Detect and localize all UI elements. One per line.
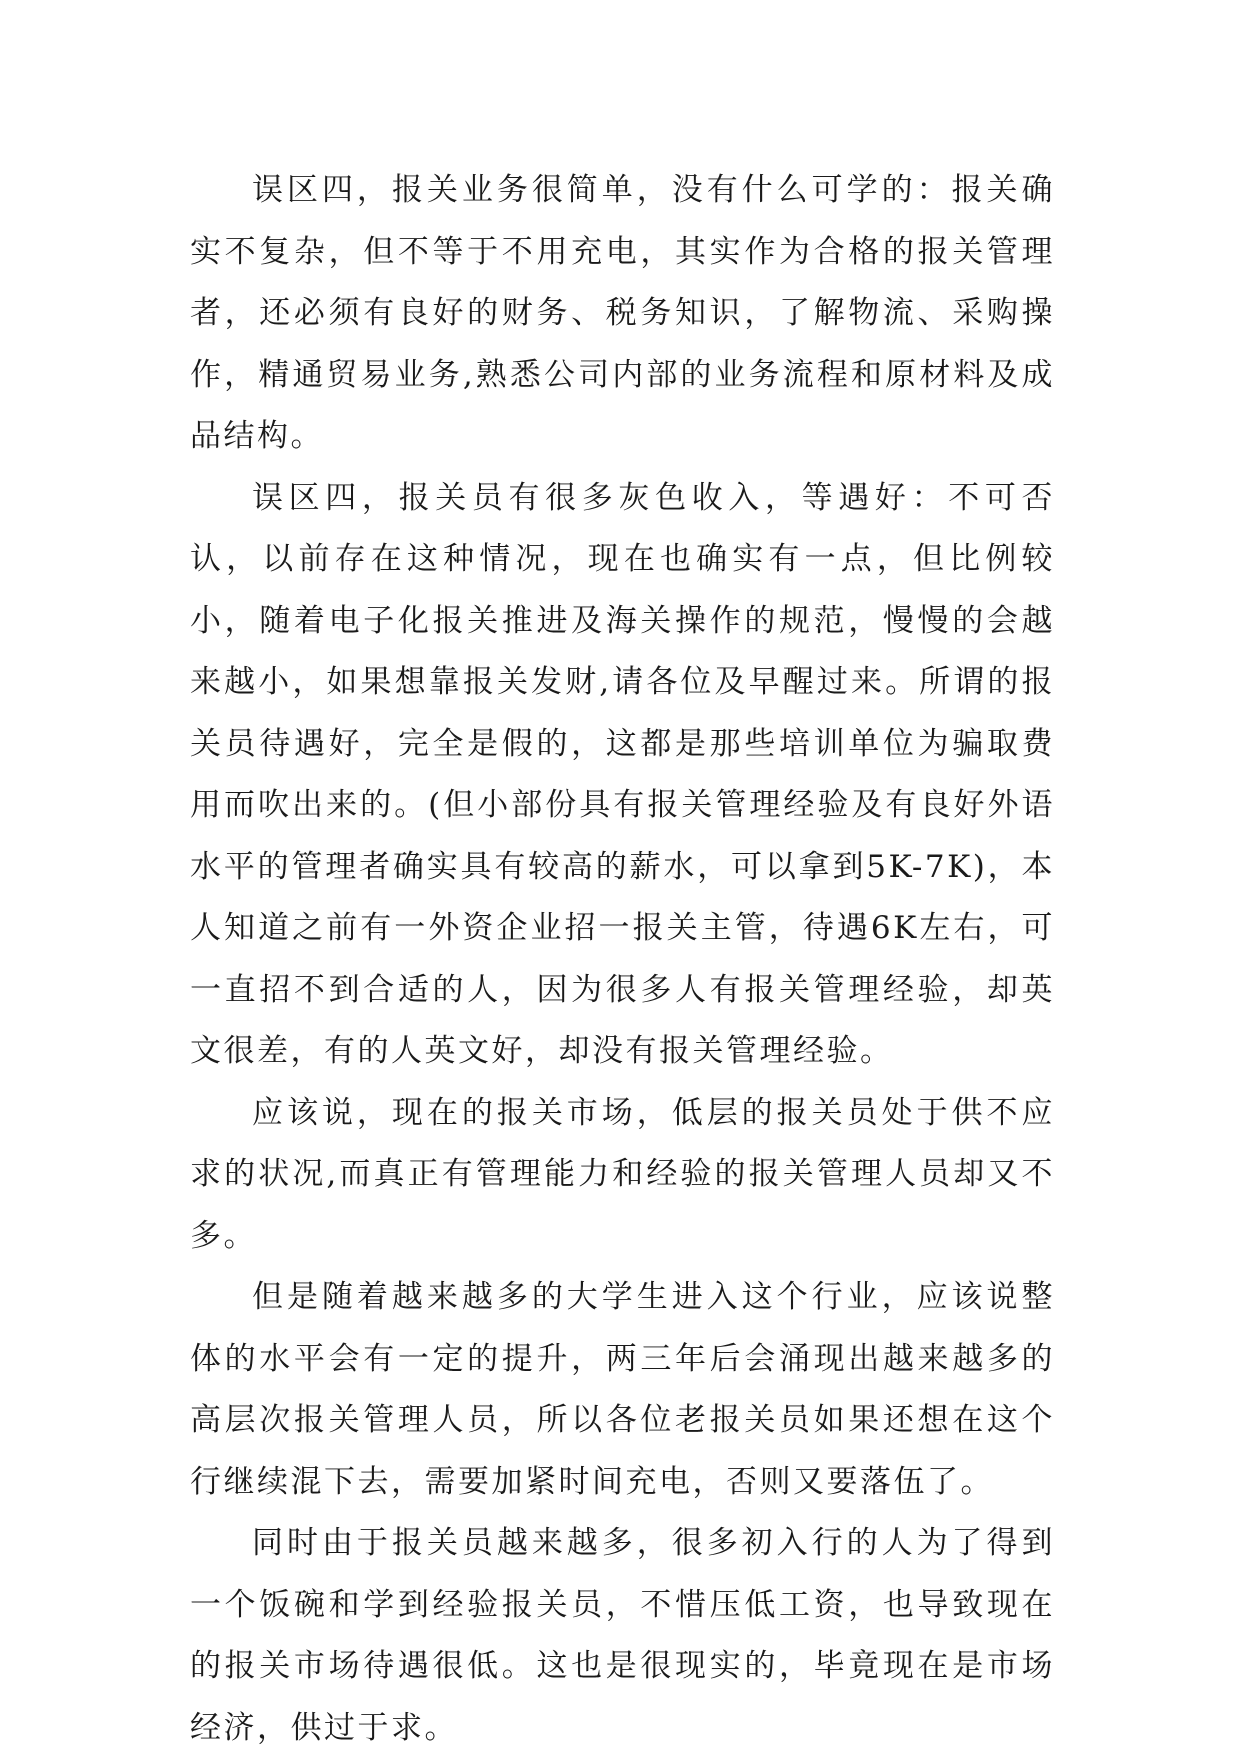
document-body (190, 160, 1055, 1759)
paragraph-1: 误区四，报关业务很简单，没有什么可学的：报关确实不复杂，但不等于不用充电，其实作为合格的报关管理者，还必须有良好的财务、税务知识，了解物流、采购操作，精通贸易业务,熟悉公司内部的业务流程和原材料及成品结构。 (190, 172, 1055, 454)
paragraph-3: 应该说，现在的报关市场，低层的报关员处于供不应求的状况,而真正有管理能力和经验的报关管理人员却又不多。 (190, 1094, 1055, 1254)
paragraph-2: 误区四，报关员有很多灰色收入，等遇好：不可否认，以前存在这种情况，现在也确实有一点，但比例较小，随着电子化报关推进及海关操作的规范，慢慢的会越来越小，如果想靠报关发财,请各位及早醒过来。所谓的报关员待遇好，完全是假的，这都是那些培训单位为骗取费用而吹出来的。(但小部份具有报关管理经验及有良好外语水平的管理者确实具有较高的薪水，可以拿到5K-7K)，本人知道之前有一外资企业招一报关主管，待遇6K左右，可一直招不到合适的人，因为很多人有报关管理经验，却英文很差，有的人英文好，却没有报关管理经验。 (190, 479, 1055, 1069)
paragraph-5: 同时由于报关员越来越多，很多初入行的人为了得到一个饭碗和学到经验报关员，不惜压低工资，也导致现在的报关市场待遇很低。这也是很现实的，毕竟现在是市场经济，供过于求。 (190, 1525, 1055, 1746)
paragraph-4: 但是随着越来越多的大学生进入这个行业，应该说整体的水平会有一定的提升，两三年后会涌现出越来越多的高层次报关管理人员，所以各位老报关员如果还想在这个行继续混下去，需要加紧时间充电，否则又要落伍了。 (190, 1279, 1055, 1500)
